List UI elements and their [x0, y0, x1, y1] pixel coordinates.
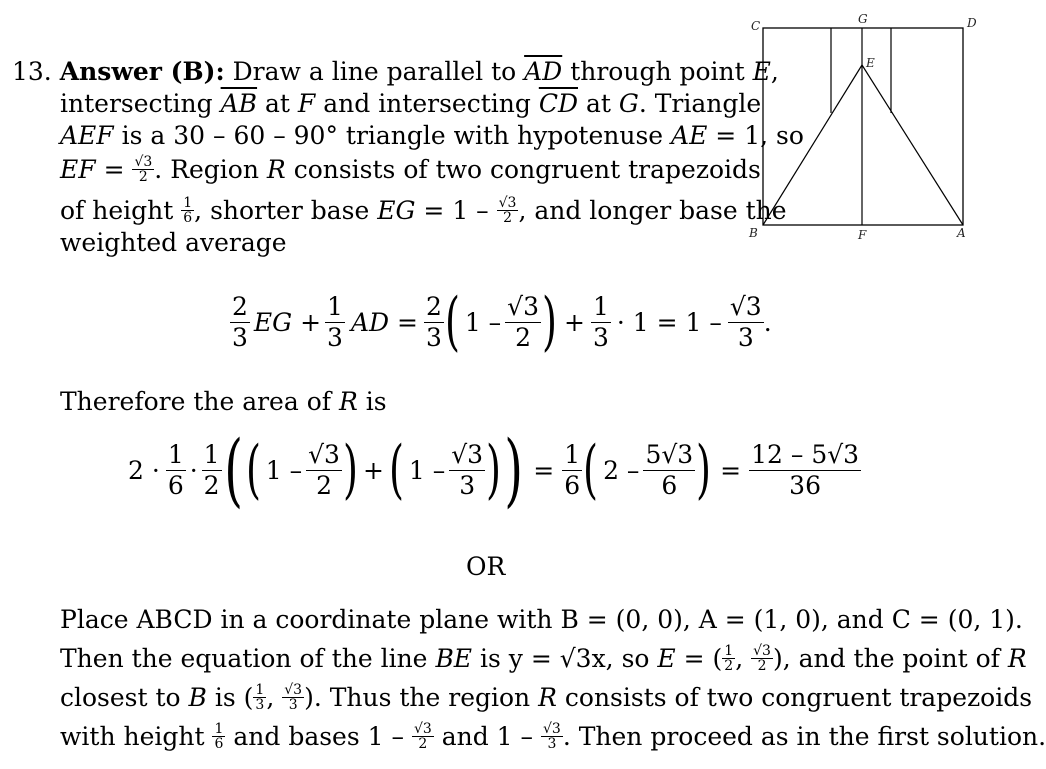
alt-line1: Place ABCD in a coordinate plane with B = (0, 0), A = (1, 0), and C = (0, 1).: [60, 605, 1023, 634]
para1-line1: 13. Answer (B): Draw a line parallel to $\overline{AD}$ through point E,: [12, 57, 779, 86]
para1-line4: EF = $\frac{√3}{2}$ . Region R consists of two congruent trapezoids: [60, 154, 761, 185]
equation-weighted-average: $\frac{2}{3}$ EG + $\frac{1}{3}$ AD = $\frac{2}{3}$ ( 1 – $\frac{√3}{2}$ ) + $\frac{1}{3}$ · 1 = 1 – $\frac{√3}{3}$ .: [232, 285, 772, 359]
label-E: E: [866, 56, 875, 70]
para1-line3: AEF is a 30 – 60 – 90° triangle with hypotenuse AE = 1, so: [60, 121, 804, 150]
alt-line3: closest to B is ( $\frac{1}{3}$ , $\frac{√3}{3}$ ). Thus the region R consists of two congruent trapezoids: [60, 682, 1033, 713]
label-G: G: [858, 12, 868, 26]
alt-line2: Then the equation of the line BE is y = √3x, so E = ( $\frac{1}{2}$ , $\frac{√3}{2}$ ), and the point of R: [60, 643, 1027, 674]
answer-label: Answer (B):: [59, 57, 225, 86]
para1-line2: intersecting $\overline{AB}$ at F and intersecting $\overline{CD}$ at G. Triangle: [60, 89, 762, 118]
problem-number: 13.: [12, 57, 52, 86]
or-separator: OR: [466, 552, 506, 581]
alt-line4: with height $\frac{1}{6}$ and bases 1 – $\frac{√3}{2}$ and 1 – $\frac{√3}{3}$ . Then proceed as in the first solution.: [60, 721, 1046, 752]
label-D: D: [967, 16, 977, 30]
para1-line5: of height $\frac{1}{6}$ , shorter base EG = 1 – $\frac{√3}{2}$ , and longer base the: [60, 195, 787, 226]
label-F: F: [858, 228, 867, 242]
equation-area: 2 · $\frac{1}{6}$ · $\frac{1}{2}$ ( ( 1 – $\frac{√3}{2}$ ) + ( 1 – $\frac{√3}{3}$ ) ) = $\frac{1}{6}$ ( 2 – $\frac{5√3}{6}$ ) = $\frac{12 - 5√3}{36}$: [128, 423, 860, 516]
label-C: C: [751, 19, 761, 33]
para1-line6: weighted average: [60, 228, 287, 257]
label-A: A: [957, 226, 966, 240]
label-B: B: [749, 226, 758, 240]
therefore-line: Therefore the area of R is: [60, 387, 387, 416]
